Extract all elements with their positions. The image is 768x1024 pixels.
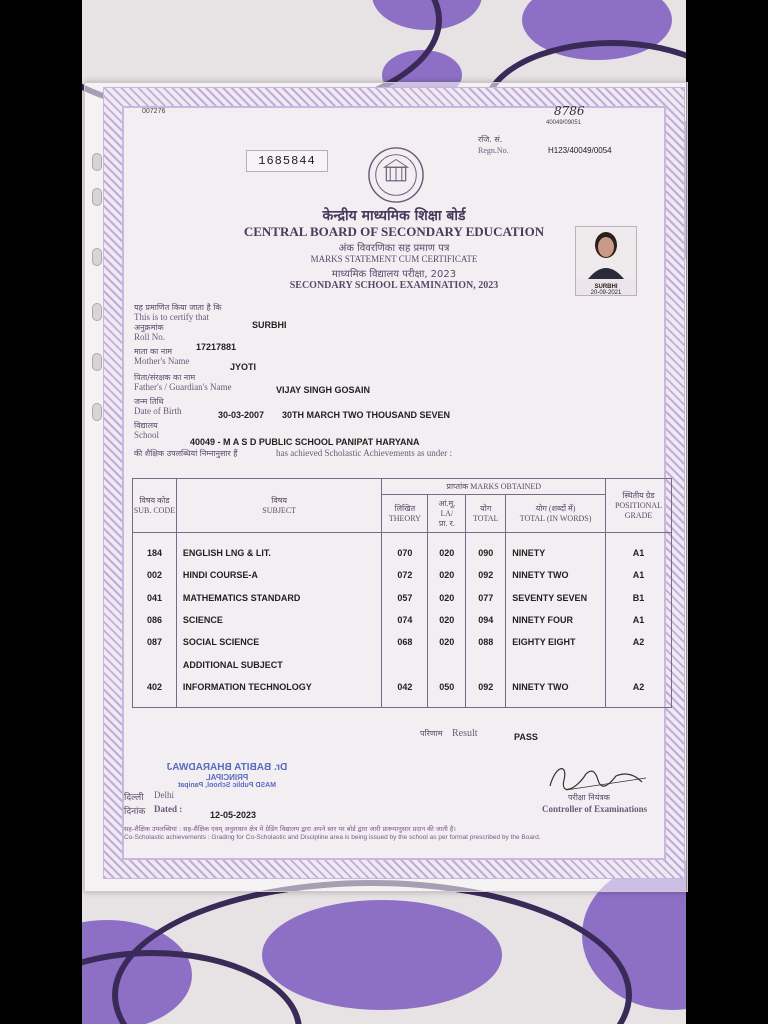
marks-certificate	[104, 88, 684, 878]
grade: B1	[606, 587, 672, 609]
header-subject-english: SUBJECT	[262, 505, 297, 515]
board-name-hindi: केन्द्रीय माध्यमिक शिक्षा बोर्ड	[322, 208, 466, 224]
ia-marks: 020	[428, 631, 466, 653]
roll-label-hindi: अनुक्रमांक	[134, 323, 164, 332]
school-label-english: School	[134, 430, 160, 440]
father-label-english: Father's / Guardian's Name	[134, 382, 232, 392]
place-label-hindi: दिल्ली	[124, 793, 144, 803]
exam-title-hindi: माध्यमिक विद्यालय परीक्षा, 2023	[331, 269, 457, 280]
result-value: PASS	[514, 732, 538, 742]
header-grade	[606, 479, 672, 533]
total-in-words: SEVENTY SEVEN	[506, 587, 606, 609]
controller-label-english: Controller of Examinations	[542, 804, 648, 814]
subject-code: 002	[133, 564, 177, 586]
student-portrait-icon	[576, 227, 636, 279]
header-sub-code	[133, 479, 177, 533]
father-name: VIJAY SINGH GOSAIN	[276, 385, 371, 395]
principal-stamp	[152, 762, 302, 789]
subject-name: HINDI COURSE-A	[176, 564, 382, 586]
subject-name: ENGLISH LNG & LIT.	[176, 542, 382, 564]
date-of-birth-words: 30TH MARCH TWO THOUSAND SEVEN	[282, 410, 451, 420]
header-subject-hindi: विषय	[271, 495, 288, 505]
ia-marks: 020	[428, 564, 466, 586]
subject-name: MATHEMATICS STANDARD	[176, 587, 382, 609]
result-label-hindi: परिणाम	[420, 729, 443, 738]
grade: A1	[606, 609, 672, 631]
school-name: 40049 - M A S D PUBLIC SCHOOL PANIPAT HARYANA	[190, 437, 420, 447]
dob-label-english: Date of Birth	[134, 406, 182, 416]
total-in-words: NINETY TWO	[506, 676, 606, 698]
theory-marks: 042	[382, 676, 428, 698]
table-row	[133, 609, 672, 631]
grade: A1	[606, 564, 672, 586]
mother-name: JYOTI	[230, 362, 257, 372]
header-marks-obtained: प्राप्तांक MARKS OBTAINED	[382, 479, 606, 495]
ia-marks: 050	[428, 676, 466, 698]
date-label-english: Dated :	[154, 804, 183, 814]
ia-marks: 020	[428, 587, 466, 609]
roll-number: 17217881	[196, 342, 237, 352]
total-in-words: EIGHTY EIGHT	[506, 631, 606, 653]
header-total	[466, 495, 506, 533]
total-in-words: NINETY FOUR	[506, 609, 606, 631]
certificate-title-english: MARKS STATEMENT CUM CERTIFICATE	[310, 254, 478, 264]
stamp-line-2: PRINCIPAL	[205, 773, 249, 782]
punch-hole	[92, 303, 102, 321]
total-marks: 094	[466, 609, 506, 631]
achieved-english: has achieved Scholastic Achievements as under :	[276, 448, 452, 458]
student-name: SURBHI	[252, 320, 287, 330]
header-ia-hindi: आं.मू.	[438, 498, 456, 508]
header-code-english: SUB. CODE	[133, 505, 176, 515]
theory-marks: 070	[382, 542, 428, 564]
certify-english: This is to certify that	[134, 312, 209, 322]
additional-subject-label: ADDITIONAL SUBJECT	[176, 653, 382, 675]
stamp-line-1: Dr. BABITA BHARADWAJ	[166, 762, 288, 773]
theory-marks: 068	[382, 631, 428, 653]
grade: A2	[606, 631, 672, 653]
ia-marks: 020	[428, 542, 466, 564]
header-theory	[382, 495, 428, 533]
date-label-hindi: दिनांक	[124, 807, 146, 817]
achieved-hindi: की शैक्षिक उपलब्धियां निम्नानुसार हैं	[134, 449, 238, 458]
top-right-code: 40049/09051	[546, 120, 582, 126]
punch-hole	[92, 403, 102, 421]
header-subject	[176, 479, 382, 533]
header-words-english: TOTAL (IN WORDS)	[519, 513, 592, 523]
dob-label-hindi: जन्म तिथि	[134, 397, 164, 406]
regn-number: H123/40049/0054	[548, 146, 612, 155]
subject-code: 086	[133, 609, 177, 631]
roll-label-english: Roll No.	[134, 332, 166, 342]
header-grade-hindi: स्थितीय ग्रेड	[622, 490, 655, 500]
header-internal-assessment	[428, 495, 466, 533]
total-marks: 090	[466, 542, 506, 564]
date-of-birth: 30-03-2007	[218, 410, 265, 420]
controller-signature-icon	[546, 760, 656, 794]
header-ia-english: I.A/	[440, 508, 454, 518]
total-marks: 092	[466, 564, 506, 586]
table-row	[133, 564, 672, 586]
school-label-hindi: विद्यालय	[134, 421, 158, 430]
table-row	[133, 631, 672, 653]
header-total-hindi: योग	[480, 503, 492, 513]
student-photo	[575, 226, 637, 296]
table-row	[133, 653, 672, 675]
header-words-hindi: योग (शब्दों में)	[535, 503, 576, 513]
punch-hole	[92, 153, 102, 171]
header-code-hindi: विषय कोड	[139, 495, 170, 505]
table-row	[133, 542, 672, 564]
theory-marks: 074	[382, 609, 428, 631]
ia-marks: 020	[428, 609, 466, 631]
certify-hindi: यह प्रमाणित किया जाता है कि	[134, 303, 222, 312]
controller-label-hindi: परीक्षा नियंत्रक	[568, 793, 610, 802]
photo-caption-name: SURBHI	[594, 284, 618, 290]
father-label-hindi: पिता/संरक्षक का नाम	[134, 373, 196, 382]
mother-label-english: Mother's Name	[134, 356, 190, 366]
regn-label-en: Regn.No.	[478, 146, 509, 155]
subject-name: SCIENCE	[176, 609, 382, 631]
subject-code: 087	[133, 631, 177, 653]
theory-marks: 057	[382, 587, 428, 609]
header-ia-hindi-2: प्रा. र.	[438, 518, 455, 528]
punch-hole	[92, 248, 102, 266]
cbse-logo-icon	[367, 146, 425, 204]
subject-code: 184	[133, 542, 177, 564]
table-row	[133, 676, 672, 698]
punch-hole	[92, 188, 102, 206]
grade: A2	[606, 676, 672, 698]
total-in-words: NINETY	[506, 542, 606, 564]
place-label-english: Delhi	[154, 790, 174, 800]
handwritten-number: 8786	[554, 104, 585, 118]
marks-table	[132, 478, 672, 708]
subject-code: 041	[133, 587, 177, 609]
subject-code: 402	[133, 676, 177, 698]
header-theory-english: THEORY	[388, 513, 421, 523]
total-marks: 088	[466, 631, 506, 653]
regn-label-hi: रजि. सं.	[478, 135, 503, 144]
board-name-english: CENTRAL BOARD OF SECONDARY EDUCATION	[243, 224, 545, 239]
total-in-words: NINETY TWO	[506, 564, 606, 586]
serial-number: 1685844	[246, 150, 328, 172]
punch-hole	[92, 353, 102, 371]
certificate-title-hindi: अंक विवरणिका सह प्रमाण पत्र	[338, 243, 450, 254]
header-grade-english: POSITIONAL GRADE	[614, 500, 663, 520]
total-marks: 092	[466, 676, 506, 698]
subject-name: SOCIAL SCIENCE	[176, 631, 382, 653]
mother-label-hindi: माता का नाम	[134, 347, 173, 356]
issue-date: 12-05-2023	[210, 810, 257, 820]
header-total-words	[506, 495, 606, 533]
total-marks: 077	[466, 587, 506, 609]
theory-marks: 072	[382, 564, 428, 586]
stamp-line-3: MASD Public School, Panipat	[178, 782, 277, 789]
header-total-english: TOTAL	[473, 513, 499, 523]
header-theory-hindi: लिखित	[394, 503, 416, 513]
table-row	[133, 587, 672, 609]
co-scholastic-note-english: Co-Scholastic achievements : Grading for Co-Scholastic and Discipline area is being issued by the school as per format prescribed by the Board.	[124, 834, 541, 841]
grade: A1	[606, 542, 672, 564]
subject-name: INFORMATION TECHNOLOGY	[176, 676, 382, 698]
exam-title-english: SECONDARY SCHOOL EXAMINATION, 2023	[289, 280, 499, 291]
result-label-english: Result	[452, 728, 478, 739]
sheet-number: 007276	[142, 108, 166, 115]
co-scholastic-note-hindi: सह-शैक्षिक उपलब्धियां : सह-शैक्षिक एवम् अनुशासन क्षेत्र में ग्रेडिंग विद्यालय द्वारा अपने स्तर पर बोर्ड द्वारा जारी प्रारूपानुसार प्रदान की जाती है।	[124, 825, 456, 833]
photo-caption-date: 20-09-2021	[590, 290, 622, 296]
